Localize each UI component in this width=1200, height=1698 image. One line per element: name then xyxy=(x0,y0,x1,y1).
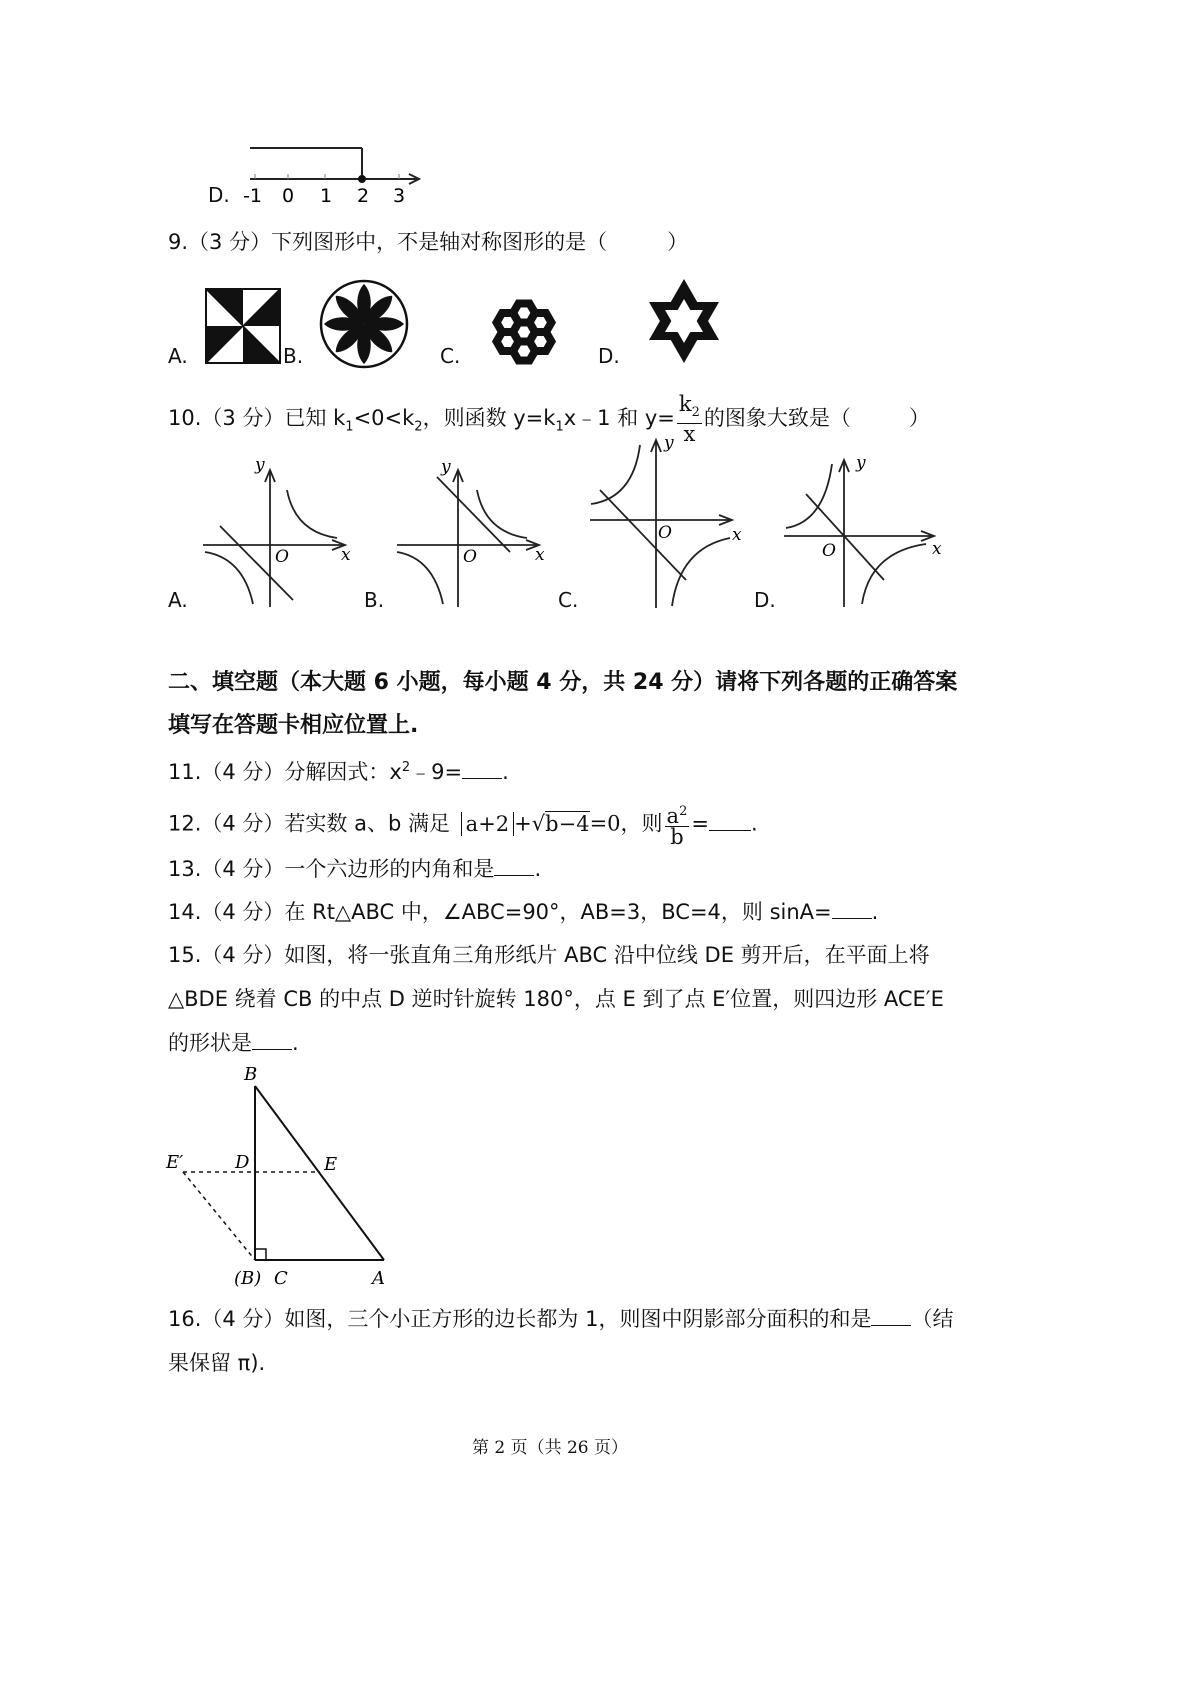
q10-close: ） xyxy=(908,406,930,431)
hexagon-ring-figure xyxy=(478,292,570,372)
answer-blank[interactable] xyxy=(252,1031,292,1050)
q15-line3 xyxy=(168,1029,299,1057)
fraction-a2-over-b xyxy=(665,802,690,847)
frac-num: a xyxy=(666,804,680,828)
q9-option-a: A. xyxy=(168,344,188,368)
point-label-b-paren: (B) xyxy=(234,1268,262,1289)
q11-question xyxy=(168,754,509,786)
sqrt-radicand: b−4 xyxy=(545,811,590,836)
superscript: 2 xyxy=(679,804,688,819)
flower-circle-figure xyxy=(318,278,410,370)
q10-number: 10. xyxy=(168,406,202,431)
graph-b xyxy=(395,452,565,610)
q13-text: 13.（4 分）一个六边形的内角和是 xyxy=(168,857,495,881)
q12-question xyxy=(168,802,758,847)
q16-line2: 果保留 π). xyxy=(168,1351,266,1375)
q10-text: ，则函数 y=k xyxy=(422,406,556,431)
graph-d xyxy=(782,452,952,610)
point-label-d: D xyxy=(235,1152,250,1173)
q15-end: . xyxy=(292,1031,299,1055)
q10-text: <0<k xyxy=(353,406,415,431)
q12-end: . xyxy=(750,811,758,836)
answer-blank[interactable] xyxy=(871,1307,911,1326)
q9-score: （3 分） xyxy=(188,230,272,254)
point-label-a: A xyxy=(372,1268,385,1289)
q10-text: 的图象大致是（ xyxy=(703,406,851,431)
q10-text: 已知 k xyxy=(284,406,346,431)
section2-heading-line1: 二、填空题（本大题 6 小题，每小题 4 分，共 24 分）请将下列各题的正确答案 xyxy=(168,670,958,695)
tick-label: 2 xyxy=(357,185,370,207)
q13-question xyxy=(168,855,541,883)
q16-line1 xyxy=(168,1305,953,1333)
six-point-star-figure xyxy=(644,278,724,364)
q15-line2: △BDE 绕着 CB 的中点 D 逆时针旋转 180°，点 E 到了点 E′位置，则四边形 ACE′E xyxy=(168,987,944,1011)
q11-end: . xyxy=(502,760,509,784)
axis-x-label: x xyxy=(341,545,351,565)
q9-number: 9. xyxy=(168,230,189,254)
origin-label: O xyxy=(275,547,289,567)
answer-blank[interactable] xyxy=(709,812,751,831)
q14-end: . xyxy=(871,900,879,924)
q10-option-a: A. xyxy=(168,588,188,612)
q8-option-d-label: D. xyxy=(208,183,230,207)
q15-line1: 15.（4 分）如图，将一张直角三角形纸片 ABC 沿中位线 DE 剪开后，在平面上将 xyxy=(168,943,930,967)
q10-option-b: B. xyxy=(364,588,385,612)
graph-a xyxy=(195,452,365,610)
sqrt-sign-icon: √ xyxy=(531,811,546,836)
page-footer: 第 2 页（共 26 页） xyxy=(471,1438,629,1458)
q12-text: =0，则 xyxy=(589,811,663,836)
section2-heading-line2: 填写在答题卡相应位置上. xyxy=(168,713,419,738)
q9-text: 下列图形中，不是轴对称图形的是（ xyxy=(271,230,608,254)
subscript: 1 xyxy=(555,419,564,435)
q10-question xyxy=(168,392,930,447)
axis-x-label: x xyxy=(732,525,742,545)
q11-text: ﹣9= xyxy=(410,760,463,784)
axis-x-label: x xyxy=(932,539,942,559)
tick-label: -1 xyxy=(243,185,262,207)
q9-option-b: B. xyxy=(283,344,304,368)
q11-text: 11.（4 分）分解因式：x xyxy=(168,760,402,784)
origin-label: O xyxy=(463,547,477,567)
q10-text: x﹣1 和 y= xyxy=(563,406,675,431)
abs-value-expression xyxy=(461,812,514,836)
point-label-b: B xyxy=(244,1064,258,1085)
answer-blank[interactable] xyxy=(462,760,502,779)
q10-option-d: D. xyxy=(754,588,776,612)
q16-text: 16.（4 分）如图，三个小正方形的边长都为 1，则图中阴影部分面积的和是 xyxy=(168,1307,872,1331)
plus-sign: + xyxy=(514,811,532,836)
q9-question xyxy=(168,228,688,256)
answer-blank[interactable] xyxy=(832,900,872,919)
q8-number-line xyxy=(243,140,435,207)
axis-x-label: x xyxy=(535,545,545,565)
frac-num: k xyxy=(678,392,692,416)
point-label-c: C xyxy=(274,1268,288,1289)
q14-question xyxy=(168,898,878,926)
q14-text: 14.（4 分）在 Rt△ABC 中，∠ABC=90°，AB=3，BC=4，则 sinA= xyxy=(168,900,832,924)
subscript: 1 xyxy=(345,419,354,435)
q9-option-c: C. xyxy=(440,344,461,368)
q13-end: . xyxy=(534,857,542,881)
origin-label: O xyxy=(658,523,672,543)
subscript: 2 xyxy=(691,405,700,421)
q12-text: 12.（4 分）若实数 a、b 满足 xyxy=(168,811,450,836)
tick-label: 3 xyxy=(393,185,406,207)
axis-y-label: y xyxy=(441,457,451,477)
axis-y-label: y xyxy=(255,455,265,475)
q9-close: ） xyxy=(667,230,689,254)
equals-sign: = xyxy=(691,811,709,836)
frac-den: b xyxy=(670,825,684,849)
q16-text: （结 xyxy=(911,1307,954,1331)
frac-den: x xyxy=(683,422,696,447)
tick-label: 1 xyxy=(320,185,333,207)
origin-label: O xyxy=(822,541,836,561)
answer-blank[interactable] xyxy=(494,857,534,876)
triangle-figure xyxy=(160,1060,400,1292)
point-label-e-prime: E′ xyxy=(166,1152,184,1173)
q9-option-d: D. xyxy=(598,344,620,368)
subscript: 2 xyxy=(414,419,423,435)
graph-c xyxy=(588,430,758,610)
q10-option-c: C. xyxy=(558,588,579,612)
axis-y-label: y xyxy=(664,433,674,453)
q15-text: 的形状是 xyxy=(168,1031,252,1055)
q10-score: （3 分） xyxy=(201,406,285,431)
abs-inner: a+2 xyxy=(465,811,510,836)
superscript: 2 xyxy=(401,760,411,775)
axis-y-label: y xyxy=(856,453,866,473)
point-label-e: E xyxy=(324,1154,338,1175)
pinwheel-figure xyxy=(205,288,281,364)
tick-label: 0 xyxy=(282,185,295,207)
